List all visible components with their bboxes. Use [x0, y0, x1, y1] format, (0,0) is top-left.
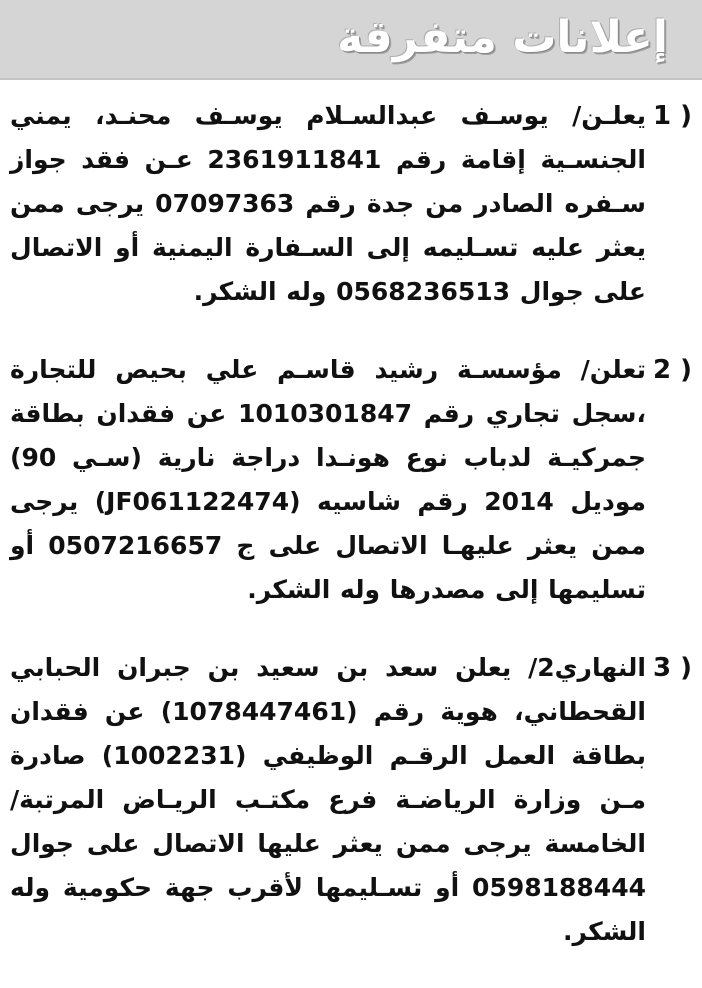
ad-number: 3 ) — [652, 653, 692, 683]
section-header — [0, 0, 702, 80]
ad-text: النهاري2/ يعلن سعد بن سعيد بن جبران الحبابي القحطاني، هوية رقم (1078447461) عن فقدان بطاقة العمل الرقـم الوظيفي (1002231) صادرة مـن وزارة الرياضـة فرع مكتـب الريـاض المرتبة/ الخامسة يرجى ممن يعثر عليها الاتصال على جوال 0598188444 أو تسـليمها لأقرب جهة حكومية وله الشكر. — [10, 653, 646, 946]
ad-number: 2 ) — [652, 355, 692, 385]
section-title: إعلانات متفرقة — [337, 12, 668, 63]
ad-item-3 — [10, 646, 692, 954]
ad-number: 1 ) — [652, 101, 692, 131]
ad-item-2 — [10, 348, 692, 612]
ad-text: يعلـن/ يوسـف عبدالسـلام يوسـف محنـد، يمني الجنسـية إقامة رقم 2361911841 عـن فقد جواز سـفره الصادر من جدة رقم 07097363 يرجى ممن يعثر عليه تسـليمه إلى السـفارة اليمنية أو الاتصال على جوال 0568236513 وله الشكر. — [10, 101, 647, 306]
ad-text: تعلن/ مؤسسـة رشيد قاسـم علي بحيص للتجارة ،سجل تجاري رقم 1010301847 عن فقدان بطاقة جمركيـة لدباب نوع هونـدا دراجة نارية (سـي 90) موديل 2014 رقم شاسيه (JF061122474) يرجى ممن يعثر عليهـا الاتصال على ج 0507216657 أو تسليمها إلى مصدرها وله الشكر. — [10, 355, 647, 604]
classified-ads-list — [10, 94, 692, 988]
ad-item-1 — [10, 94, 692, 314]
